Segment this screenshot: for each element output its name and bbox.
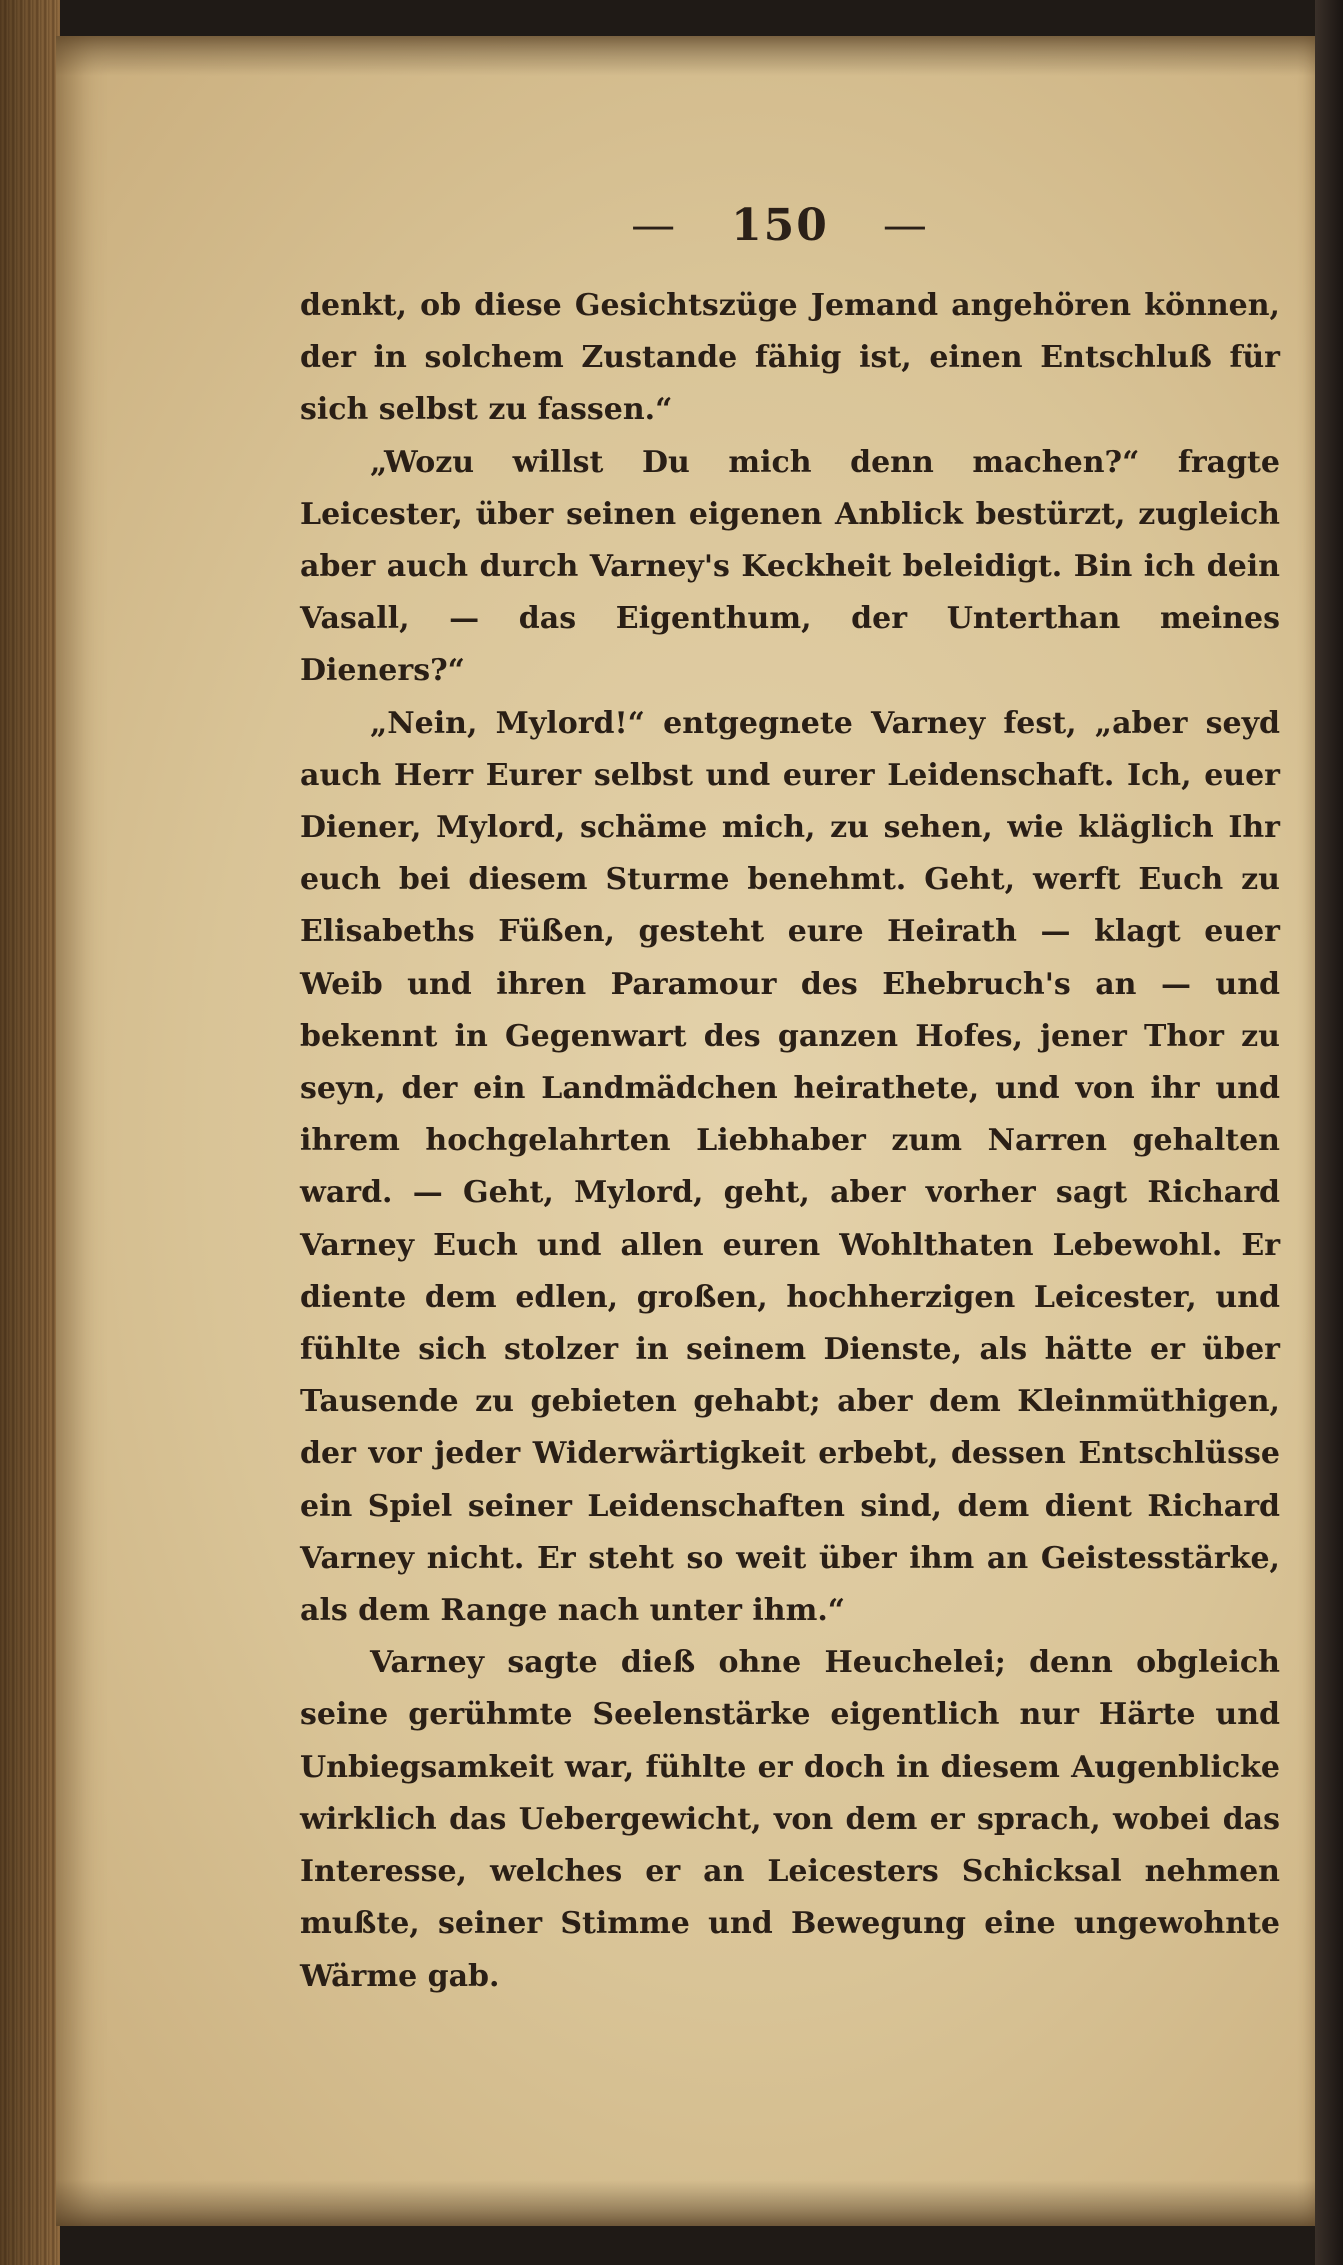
paragraph: denkt, ob diese Gesichtszüge Jemand angehören können, der in solchem Zustande fähig ist, einen Entschluß für sich selbst zu fassen.“ <box>300 288 1280 428</box>
page-number: 150 <box>731 200 829 251</box>
page-header <box>620 200 940 251</box>
spine-shadow <box>0 0 60 2265</box>
page-top-shadow <box>56 36 1318 76</box>
paragraph: Varney sagte dieß ohne Heuchelei; denn obgleich seine gerühmte Seelenstärke eigentlich nur Härte und Unbiegsamkeit war, fühlte er doch in diesem Augenblicke wirklich das Uebergewicht, von dem er sprach, wobei das Interesse, welches er an Leicesters Schicksal nehmen mußte, seiner Stimme und Bewegung eine ungewohnte Wärme gab. <box>300 1645 1280 1994</box>
paragraph: „Nein, Mylord!“ entgegnete Varney fest, „aber seyd auch Herr Eurer selbst und eurer Leidenschaft. Ich, euer Diener, Mylord, schäme mich, zu sehen, wie kläglich Ihr euch bei diesem Sturme benehmt. Geht, werft Euch zu Elisabeths Füßen, gesteht eure Heirath — klagt euer Weib und ihren Paramour des Ehebruch's an — und bekennt in Gegenwart des ganzen Hofes, jener Thor zu seyn, der ein Landmädchen heirathete, und von ihr und ihrem hochgelahrten Liebhaber zum Narren gehalten ward. — Geht, Mylord, geht, aber vorher sagt Richard Varney Euch und allen euren Wohlthaten Lebewohl. Er diente dem edlen, großen, hochherzigen Leicester, und fühlte sich stolzer in seinem Dienste, als hätte er über Tausende zu gebieten gehabt; aber dem Kleinmüthigen, der vor jeder Widerwärtigkeit erbebt, dessen Entschlüsse ein Spiel seiner Leidenschaften sind, dem dient Richard Varney nicht. Er steht so weit über ihm an Geistesstärke, als dem Range nach unter ihm.“ <box>300 705 1280 1629</box>
right-edge <box>1315 0 1343 2265</box>
page-bottom-shadow <box>56 2180 1318 2226</box>
body-text <box>300 280 1280 2003</box>
paragraph: „Wozu willst Du mich denn machen?“ fragte Leicester, über seinen eigenen Anblick bestürzt, zugleich aber auch durch Varney's Keckheit beleidigt. Bin ich dein Vasall, — das Eigenthum, der Unterthan meines Dieners?“ <box>300 444 1280 689</box>
header-dash-right: — <box>882 200 929 251</box>
header-dash-left: — <box>631 200 678 251</box>
